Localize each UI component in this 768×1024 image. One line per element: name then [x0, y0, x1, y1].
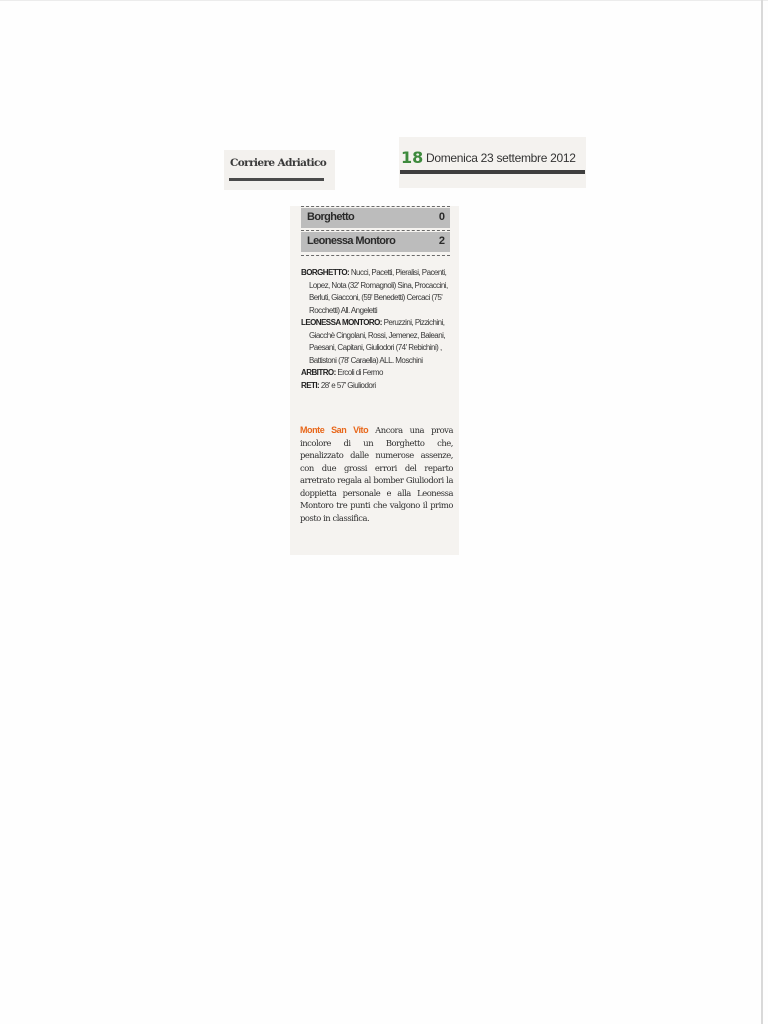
masthead-clipping — [224, 150, 335, 190]
dashed-separator — [301, 255, 450, 256]
home-lineup-text: Nucci, Pacetti, Pieralisi, Pacenti, Lopez, Nota (32' Romagnoli) Sina, Procaccini, Berluti, Giacconi, (59' Benedetti) Cercaci (75' Rocchetti) All. Angeletti — [309, 268, 448, 315]
score-row-away — [301, 232, 450, 252]
referee-line — [301, 367, 455, 380]
home-lineup — [301, 267, 455, 317]
page-number: 18 — [401, 148, 424, 167]
article-body — [300, 424, 453, 524]
match-lineups — [301, 267, 455, 392]
score-row-home — [301, 208, 450, 228]
referee-text: Ercoli di Fermo — [337, 368, 383, 377]
home-lineup-label: BORGHETTO: — [301, 268, 350, 277]
newspaper-name: Corriere Adriatico — [230, 157, 327, 169]
masthead-rule — [229, 178, 324, 181]
page-top-edge — [0, 0, 768, 1]
goals-label: RETI: — [301, 380, 320, 390]
away-lineup — [301, 317, 455, 367]
dashed-separator — [301, 206, 450, 207]
article-paragraph — [300, 424, 453, 524]
date-rule — [400, 170, 585, 174]
publication-date: Domenica 23 settembre 2012 — [426, 151, 576, 165]
referee-label: ARBITRO: — [301, 368, 336, 377]
goals-line — [301, 380, 455, 393]
away-lineup-label: LEONESSA MONTORO: — [301, 318, 382, 327]
home-team-name: Borghetto — [307, 211, 355, 223]
away-lineup-text: Peruzzini, Pizzichini, Giacchè Cingolani, Rossi, Jemenez, Baleani, Paesani, Capitani, Giuliodori (74' Rebichini) , Battistoni (78' Caraella) ALL. Moschini — [309, 318, 445, 365]
article-dateline: Monte San Vito — [300, 425, 369, 435]
goals-text: 28' e 57' Giuliodori — [320, 380, 376, 390]
date-clipping — [399, 137, 586, 188]
away-team-name: Leonessa Montoro — [307, 235, 396, 247]
dashed-separator — [301, 230, 450, 231]
home-team-goals: 0 — [438, 211, 445, 223]
article-clipping — [290, 206, 459, 555]
page-right-edge — [761, 0, 763, 1024]
away-team-goals: 2 — [438, 235, 445, 247]
article-text: Ancora una prova incolore di un Borghetto che, penalizzato dalle numerose assenze, con due grossi errori del reparto arretrato regala al bomber Giuliodori la doppietta personale e alla Leonessa Montoro tre punti che valgono il primo posto in classifica. — [300, 425, 453, 523]
